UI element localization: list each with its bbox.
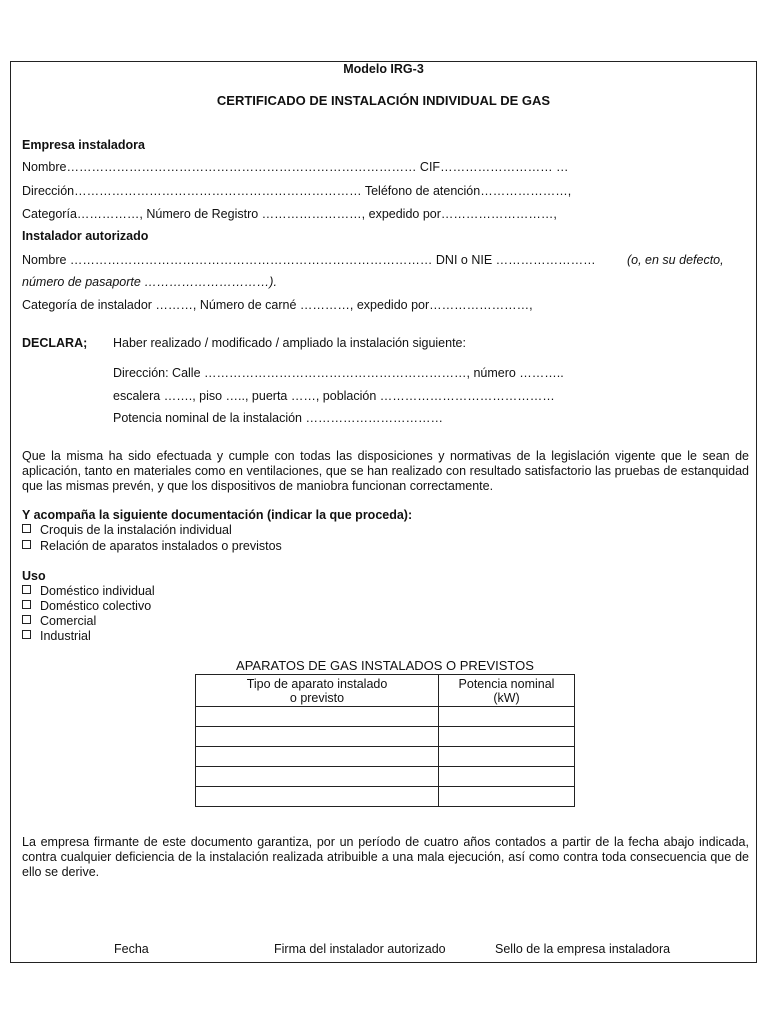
table-row [196,727,575,747]
uso-option-label: Industrial [40,629,91,643]
uso-option-domestico-colectivo[interactable] [22,599,151,614]
checkbox-icon[interactable] [22,540,31,549]
sello-label: Sello de la empresa instaladora [495,942,671,956]
doc-option-label: Relación de aparatos instalados o previstos [40,539,282,553]
table-cell[interactable] [196,767,439,787]
uso-option-label: Comercial [40,614,97,628]
checkbox-icon[interactable] [22,615,31,624]
guarantee-statement: La empresa firmante de este documento garantiza, por un período de cuatro años contados a partir de la fecha abajo indicada, contra cualquier deficiencia de la instalación realizada atribuible a una mala ejecución, así como contra toda consecuencia que de ello se derive. [22,835,749,879]
compliance-statement: Que la misma ha sido efectuada y cumple con todas las disposiciones y normativas de la legislación vigente que le sean de aplicación, tanto en materiales como en ventilaciones, que se han realizado con resultado satisfactorio las pruebas de estanquidad que las mismas prevén, y que los dispositivos de maniobra funcionan correctamente. [22,449,749,493]
instalador-nombre-field: Nombre …………………………………………………………………………… DNI o NIE …………………… [22,253,596,267]
table-cell[interactable] [439,767,575,787]
declara-potencia-field: Potencia nominal de la instalación …………………………… [113,411,443,425]
table-row [196,767,575,787]
empresa-nombre-field: Nombre………………………………………………………………………… CIF……………………… … [22,160,569,174]
table-cell[interactable] [196,747,439,767]
table-header-row [196,675,575,707]
doc-option-relacion[interactable] [22,539,282,554]
empresa-direccion-field: Dirección…………………………………………………………… Teléfono de atención…………………, [22,184,572,198]
uso-option-comercial[interactable] [22,614,96,629]
document-title: CERTIFICADO DE INSTALACIÓN INDIVIDUAL DE GAS [216,93,551,108]
firma-label: Firma del instalador autorizado [274,942,446,956]
fecha-label: Fecha [114,942,149,956]
column-header-tipo [196,675,439,707]
uso-option-domestico-individual[interactable] [22,584,155,599]
table-row [196,747,575,767]
column-header-tipo-line2: o previsto [289,690,345,705]
uso-option-label: Doméstico individual [40,584,155,598]
checkbox-icon[interactable] [22,600,31,609]
model-label: Modelo IRG-3 [343,62,424,76]
instalador-categoria-field: Categoría de instalador ………, Número de carné …………, expedido por……………………, [22,298,533,312]
instalador-defecto-note: (o, en su defecto, [627,253,724,267]
declara-label: DECLARA; [22,336,88,350]
table-cell[interactable] [196,727,439,747]
table-cell[interactable] [439,747,575,767]
table-cell[interactable] [439,787,575,807]
empresa-heading: Empresa instaladora [22,138,145,152]
checkbox-icon[interactable] [22,630,31,639]
declara-escalera-field: escalera ……., piso ….., puerta ……, población …………………………………… [113,389,555,403]
table-row [196,787,575,807]
instalador-heading: Instalador autorizado [22,229,149,243]
uso-heading: Uso [22,569,46,583]
table-row [196,707,575,727]
uso-option-industrial[interactable] [22,629,91,644]
uso-option-label: Doméstico colectivo [40,599,152,613]
column-header-potencia [439,675,575,707]
doc-option-label: Croquis de la instalación individual [40,523,232,537]
column-header-potencia-line1: Potencia nominal [458,676,555,691]
table-cell[interactable] [439,707,575,727]
checkbox-icon[interactable] [22,585,31,594]
column-header-tipo-line1: Tipo de aparato instalado [246,676,388,691]
table-cell[interactable] [439,727,575,747]
appliance-table [195,674,575,807]
declara-intro: Haber realizado / modificado / ampliado la instalación siguiente: [113,336,466,350]
documentacion-heading: Y acompaña la siguiente documentación (indicar la que proceda): [22,508,413,522]
table-cell[interactable] [196,707,439,727]
checkbox-icon[interactable] [22,524,31,533]
declara-direccion-field: Dirección: Calle ………………………………………………………, número ……….. [113,366,564,380]
table-cell[interactable] [196,787,439,807]
column-header-potencia-line2: (kW) [493,690,520,705]
appliance-table-caption: APARATOS DE GAS INSTALADOS O PREVISTOS [236,658,534,673]
doc-option-croquis[interactable] [22,523,232,538]
instalador-pasaporte-field: número de pasaporte …………………………). [22,275,277,289]
empresa-categoria-field: Categoría……………, Número de Registro ……………………, expedido por………………………, [22,207,557,221]
